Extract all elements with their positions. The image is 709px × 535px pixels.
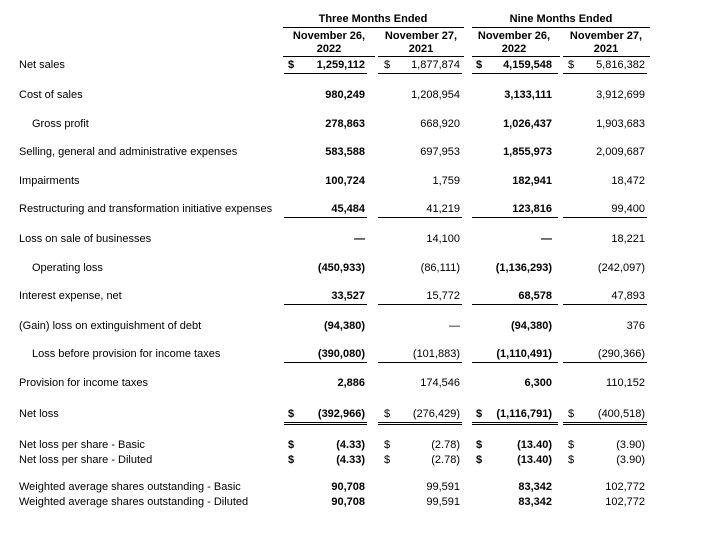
dollar-sign: $ xyxy=(288,408,295,420)
value-cell: 174,546 xyxy=(420,377,460,389)
double-underline xyxy=(472,424,558,425)
total-underline xyxy=(284,217,367,218)
value-cell: (3.90) xyxy=(616,454,645,466)
col-underline xyxy=(283,56,375,57)
value-cell: 697,953 xyxy=(420,146,460,158)
total-underline xyxy=(563,362,647,363)
three-months-header: Three Months Ended xyxy=(318,13,428,25)
total-underline xyxy=(378,304,462,305)
row-label: Operating loss xyxy=(32,262,103,274)
value-cell: — xyxy=(354,233,365,245)
value-cell: (94,380) xyxy=(511,320,552,332)
value-cell: 5,816,382 xyxy=(596,59,645,71)
value-cell: — xyxy=(449,320,460,332)
row-label: Weighted average shares outstanding - Diluted xyxy=(19,496,249,508)
double-underline xyxy=(563,422,647,423)
value-cell: 33,527 xyxy=(331,290,365,302)
row-label: Gross profit xyxy=(32,118,89,130)
value-cell: (86,111) xyxy=(420,262,460,274)
value-cell: 3,133,111 xyxy=(504,89,552,101)
value-cell: (13.40) xyxy=(517,454,552,466)
dollar-sign: $ xyxy=(568,439,575,451)
col-header-year: 2022 xyxy=(316,43,342,55)
value-cell: 583,588 xyxy=(325,146,365,158)
value-cell: 99,400 xyxy=(611,203,645,215)
row-label: Net sales xyxy=(19,59,65,71)
value-cell: — xyxy=(541,233,552,245)
value-cell: 2,009,687 xyxy=(596,146,645,158)
col-header-date: November 26, xyxy=(477,30,551,42)
value-cell: (390,080) xyxy=(317,348,365,360)
dollar-sign: $ xyxy=(384,454,391,466)
value-cell: 182,941 xyxy=(512,175,552,187)
value-cell: (101,883) xyxy=(412,348,460,360)
value-cell: 4,159,548 xyxy=(503,59,552,71)
value-cell: 90,708 xyxy=(331,481,365,493)
total-underline xyxy=(563,73,647,74)
double-underline xyxy=(284,424,367,425)
value-cell: 278,863 xyxy=(325,118,365,130)
row-label: Net loss xyxy=(19,408,59,420)
value-cell: 18,221 xyxy=(611,233,645,245)
double-underline xyxy=(378,424,462,425)
row-label: Loss on sale of businesses xyxy=(19,233,152,245)
total-underline xyxy=(563,304,647,305)
value-cell: 100,724 xyxy=(325,175,365,187)
value-cell: 15,772 xyxy=(426,290,460,302)
value-cell: (276,429) xyxy=(412,408,460,420)
dollar-sign: $ xyxy=(384,439,391,451)
double-underline xyxy=(378,422,462,423)
dollar-sign: $ xyxy=(384,59,391,71)
value-cell: 14,100 xyxy=(426,233,460,245)
value-cell: 110,152 xyxy=(606,377,645,389)
value-cell: (242,097) xyxy=(597,262,645,274)
value-cell: 1,259,112 xyxy=(316,59,365,71)
double-underline xyxy=(472,422,558,423)
value-cell: (4.33) xyxy=(336,454,365,466)
value-cell: 1,855,973 xyxy=(503,146,552,158)
row-label: Weighted average shares outstanding - Basic xyxy=(19,481,241,493)
total-underline xyxy=(284,304,367,305)
group-underline xyxy=(283,27,464,28)
value-cell: 68,578 xyxy=(518,290,552,302)
dollar-sign: $ xyxy=(476,408,483,420)
total-underline xyxy=(284,73,367,74)
row-label: (Gain) loss on extinguishment of debt xyxy=(19,320,202,332)
value-cell: (400,518) xyxy=(597,408,645,420)
dollar-sign: $ xyxy=(476,59,483,71)
total-underline xyxy=(378,73,462,74)
value-cell: 1,759 xyxy=(432,175,460,187)
value-cell: (1,116,791) xyxy=(496,408,552,420)
double-underline xyxy=(284,422,367,423)
row-label: Cost of sales xyxy=(19,89,83,101)
dollar-sign: $ xyxy=(288,439,295,451)
value-cell: (1,136,293) xyxy=(495,262,552,274)
nine-months-header: Nine Months Ended xyxy=(509,13,613,25)
value-cell: 1,208,954 xyxy=(411,89,460,101)
value-cell: 102,772 xyxy=(605,496,645,508)
total-underline xyxy=(472,362,558,363)
value-cell: (94,380) xyxy=(324,320,365,332)
total-underline xyxy=(284,362,367,363)
value-cell: 376 xyxy=(626,320,645,332)
value-cell: (13.40) xyxy=(517,439,552,451)
dollar-sign: $ xyxy=(476,439,483,451)
total-underline xyxy=(378,362,462,363)
value-cell: (2.78) xyxy=(431,454,460,466)
value-cell: 47,893 xyxy=(611,290,645,302)
value-cell: (3.90) xyxy=(616,439,645,451)
dollar-sign: $ xyxy=(568,59,575,71)
value-cell: 83,342 xyxy=(518,481,552,493)
value-cell: (450,933) xyxy=(317,262,365,274)
row-label: Restructuring and transformation initiative expenses xyxy=(19,203,273,215)
value-cell: 83,342 xyxy=(518,496,552,508)
value-cell: 668,920 xyxy=(420,118,460,130)
dollar-sign: $ xyxy=(568,454,575,466)
row-label: Loss before provision for income taxes xyxy=(32,348,221,360)
value-cell: 1,877,874 xyxy=(411,59,460,71)
value-cell: 980,249 xyxy=(325,89,365,101)
dollar-sign: $ xyxy=(288,454,295,466)
total-underline xyxy=(472,73,558,74)
value-cell: (4.33) xyxy=(336,439,365,451)
value-cell: 45,484 xyxy=(331,203,365,215)
dollar-sign: $ xyxy=(384,408,391,420)
col-header-date: November 26, xyxy=(292,30,366,42)
dollar-sign: $ xyxy=(476,454,483,466)
value-cell: 18,472 xyxy=(611,175,645,187)
value-cell: 3,912,699 xyxy=(596,89,645,101)
col-underline xyxy=(563,56,650,57)
row-label: Net loss per share - Basic xyxy=(19,439,145,451)
value-cell: 99,591 xyxy=(426,481,460,493)
value-cell: 41,219 xyxy=(426,203,460,215)
value-cell: (2.78) xyxy=(431,439,460,451)
total-underline xyxy=(472,304,558,305)
group-underline xyxy=(472,27,650,28)
col-header-year: 2021 xyxy=(408,43,434,55)
col-header-year: 2021 xyxy=(593,43,619,55)
row-label: Selling, general and administrative expenses xyxy=(19,146,238,158)
value-cell: (392,966) xyxy=(317,408,365,420)
row-label: Provision for income taxes xyxy=(19,377,148,389)
row-label: Impairments xyxy=(19,175,80,187)
value-cell: 2,886 xyxy=(337,377,365,389)
double-underline xyxy=(563,424,647,425)
value-cell: 90,708 xyxy=(331,496,365,508)
col-underline xyxy=(472,56,560,57)
col-header-year: 2022 xyxy=(501,43,527,55)
row-label: Net loss per share - Diluted xyxy=(19,454,153,466)
value-cell: (290,366) xyxy=(597,348,645,360)
value-cell: 102,772 xyxy=(605,481,645,493)
value-cell: (1,110,491) xyxy=(496,348,552,360)
value-cell: 123,816 xyxy=(512,203,552,215)
dollar-sign: $ xyxy=(568,408,575,420)
col-header-date: November 27, xyxy=(569,30,643,42)
value-cell: 1,026,437 xyxy=(503,118,552,130)
col-header-date: November 27, xyxy=(384,30,458,42)
total-underline xyxy=(563,217,647,218)
dollar-sign: $ xyxy=(288,59,295,71)
col-underline xyxy=(378,56,464,57)
total-underline xyxy=(378,217,462,218)
value-cell: 99,591 xyxy=(426,496,460,508)
value-cell: 1,903,683 xyxy=(596,118,645,130)
row-label: Interest expense, net xyxy=(19,290,122,302)
total-underline xyxy=(472,217,558,218)
value-cell: 6,300 xyxy=(524,377,552,389)
